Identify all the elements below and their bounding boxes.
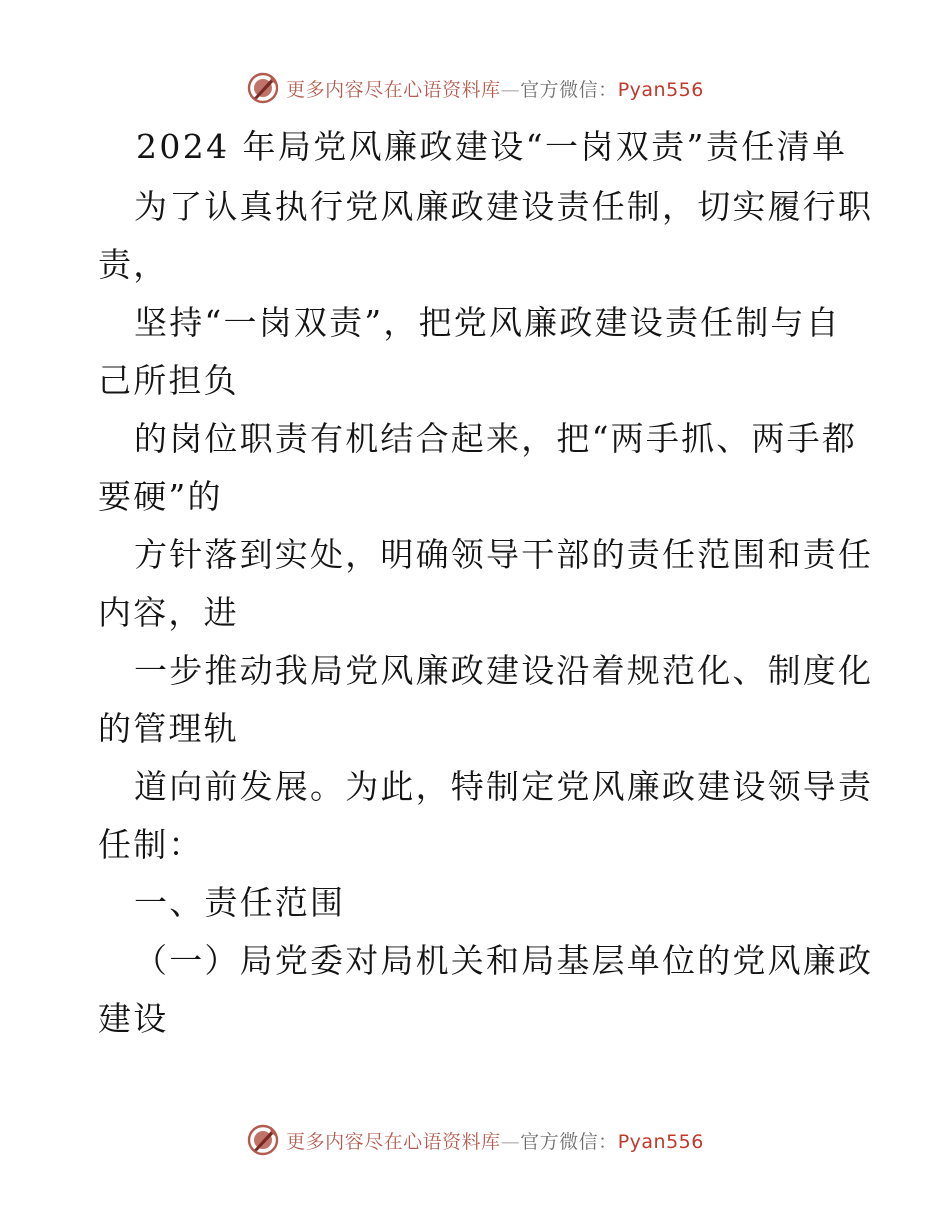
watermark-text	[286, 75, 704, 102]
paragraph-line: 为了认真执行党风廉政建设责任制，切实履行职	[134, 187, 874, 226]
paragraph-line: 一步推动我局党风廉政建设沿着规范化、制度化	[134, 651, 874, 690]
feather-pen-logo-icon	[246, 1123, 280, 1157]
watermark-brand: 更多内容尽在心语资料库	[286, 1130, 501, 1153]
watermark-separator: —	[500, 78, 521, 101]
watermark-brand: 更多内容尽在心语资料库	[286, 78, 501, 101]
watermark-label: 官方微信：	[520, 78, 618, 101]
paragraph-line: 任制：	[98, 825, 204, 864]
watermark-wechat-id: Pyan556	[617, 1130, 704, 1153]
watermark-label: 官方微信：	[520, 1130, 618, 1153]
paragraph-line: 内容，进	[98, 593, 239, 632]
paragraph-line: 要硬”的	[98, 477, 223, 516]
watermark-separator: —	[500, 1130, 521, 1153]
paragraph-line: 的岗位职责有机结合起来，把“两手抓、两手都	[134, 419, 858, 458]
paragraph-line: 方针落到实处，明确领导干部的责任范围和责任	[134, 535, 874, 574]
paragraph-line: （一）局党委对局机关和局基层单位的党风廉政	[134, 941, 874, 980]
section-heading: 一、责任范围	[134, 883, 346, 922]
paragraph-line: 建设	[98, 999, 169, 1038]
paragraph-line: 己所担负	[98, 361, 239, 400]
watermark-text	[286, 1127, 704, 1154]
document-title: 2024 年局党风廉政建设“一岗双责”责任清单	[136, 127, 848, 166]
feather-pen-logo-icon	[246, 71, 280, 105]
watermark-wechat-id: Pyan556	[617, 78, 704, 101]
paragraph-line: 坚持“一岗双责”，把党风廉政建设责任制与自	[134, 303, 841, 342]
paragraph-line: 道向前发展。为此，特制定党风廉政建设领导责	[134, 767, 874, 806]
paragraph-line: 的管理轨	[98, 709, 239, 748]
header-watermark	[0, 68, 950, 108]
paragraph-line: 责，	[98, 245, 169, 284]
footer-watermark	[0, 1120, 950, 1160]
